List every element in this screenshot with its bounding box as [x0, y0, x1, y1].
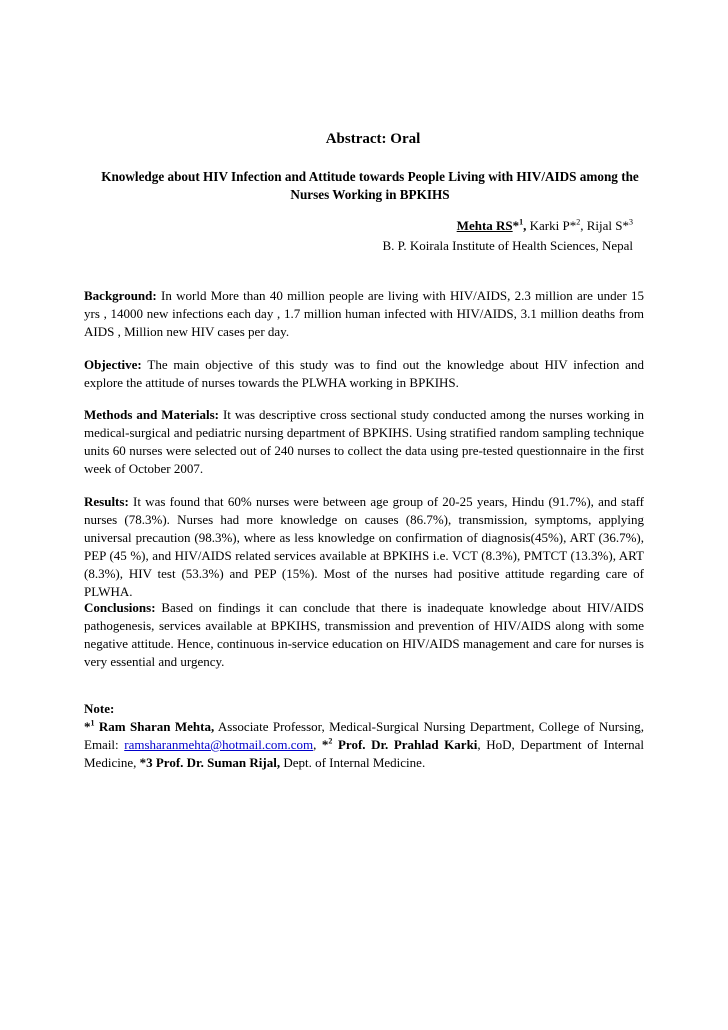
third-author-sup: 3	[629, 217, 633, 227]
objective-text: The main objective of this study was to find out the knowledge about HIV infection and explore the attitude of nurses towards the PLWHA working in BPKIHS.	[84, 357, 645, 390]
results-section	[84, 493, 644, 601]
methods-label: Methods and Materials:	[84, 407, 219, 422]
conclusions-section	[84, 599, 644, 671]
note-section: Note: *$^1$ Ram Sharan Mehta, Associate Professor, Medical-Surgical Nursing Department, College of Nursing, Email: ramsharanmehta@hotmail.com.com, *$^2$ Prof. Dr. Prahlad Karki, HoD, Department of Internal Medicine, *3 Prof. Dr. Suman Rijal, Dept. of Internal Medicine.	[84, 701, 645, 770]
note-desc-1: Associate Professor, Medical-Surgical Nursing Department, College of Nursing, Email:	[84, 719, 644, 752]
abstract-type-heading: Abstract: Oral	[325, 131, 421, 147]
author-line: Mehta RS*$^1$, Karki P*$^2$, Rijal S*$^3$	[456, 217, 633, 233]
objective-label: Objective:	[84, 357, 142, 372]
author-email-link[interactable]: ramsharanmehta@hotmail.com.com	[124, 737, 314, 752]
methods-section	[84, 406, 644, 478]
results-text: It was found that 60% nurses were between age group of 20-25 years, Hindu (91.7%), and staff nurses (78.3%). Nurses had more knowledge on causes (86.7%), transmission, symptoms, applying universal precaution (98.3%), where as less knowledge on confirmation of diagnosis(45%), ART (36.7%), PEP (45 %), and HIV/AIDS related services available at BPKIHS i.e. VCT (8.3%), PMTCT (13.3%), ART (8.3%), HIV test (53.3%) and PEP (15%). Most of the nurses had positive attitude regarding care of PLWHA.	[84, 494, 645, 599]
note-name-1: Ram Sharan Mehta,	[98, 719, 215, 734]
note-label: Note:	[84, 701, 115, 716]
note-name-2: Prof. Dr. Prahlad Karki	[337, 737, 478, 752]
note-mark-1: *	[84, 719, 91, 734]
methods-text: It was descriptive cross sectional study conducted among the nurses working in medical-surgical and pediatric nursing department of BPKIHS. Using stratified random sampling technique units 60 nurses were selected out of 240 nurses to collect the data using pre-tested questionnaire in the first week of October 2007.	[84, 407, 644, 476]
second-author-sup: 2	[576, 217, 581, 227]
note-desc-3: Dept. of Internal Medicine.	[283, 755, 426, 770]
third-author: Rijal S*	[586, 218, 629, 233]
background-label: Background:	[84, 288, 157, 303]
background-section	[84, 287, 644, 341]
objective-section	[84, 356, 644, 392]
conclusions-text: Based on findings it can conclude that there is inadequate knowledge about HIV/AIDS pathogenesis, services available at BPKIHS, transmission and prevention of HIV/AIDS along with some negative attitude. Hence, continuous in-service education on HIV/AIDS management and care for nurses is very essential and urgency.	[84, 600, 644, 669]
second-author: Karki P*	[529, 218, 577, 233]
results-label: Results:	[84, 494, 129, 509]
note-name-3: *3 Prof. Dr. Suman Rijal,	[139, 755, 281, 770]
paper-title: Knowledge about HIV Infection and Attitude towards People Living with HIV/AIDS among the Nurses Working in BPKIHS	[101, 169, 639, 202]
conclusions-label: Conclusions:	[84, 600, 156, 615]
author-block	[382, 216, 633, 256]
note-sup-1: 1	[90, 718, 95, 728]
note-mark-2: *	[321, 737, 329, 752]
main-author: Mehta RS*$^1$,	[456, 217, 527, 233]
institute-line: B. P. Koirala Institute of Health Sciences, Nepal	[382, 238, 633, 253]
background-text: In world More than 40 million people are living with HIV/AIDS, 2.3 million are under 15 yrs , 14000 new infections each day , 1.7 million human infected with HIV/AIDS, 3.1 million deaths from AIDS , Million new HIV cases per day.	[84, 288, 644, 339]
note-desc-2: , HoD, Department of Internal Medicine,	[84, 737, 645, 770]
note-sup-2: 2	[328, 736, 333, 746]
